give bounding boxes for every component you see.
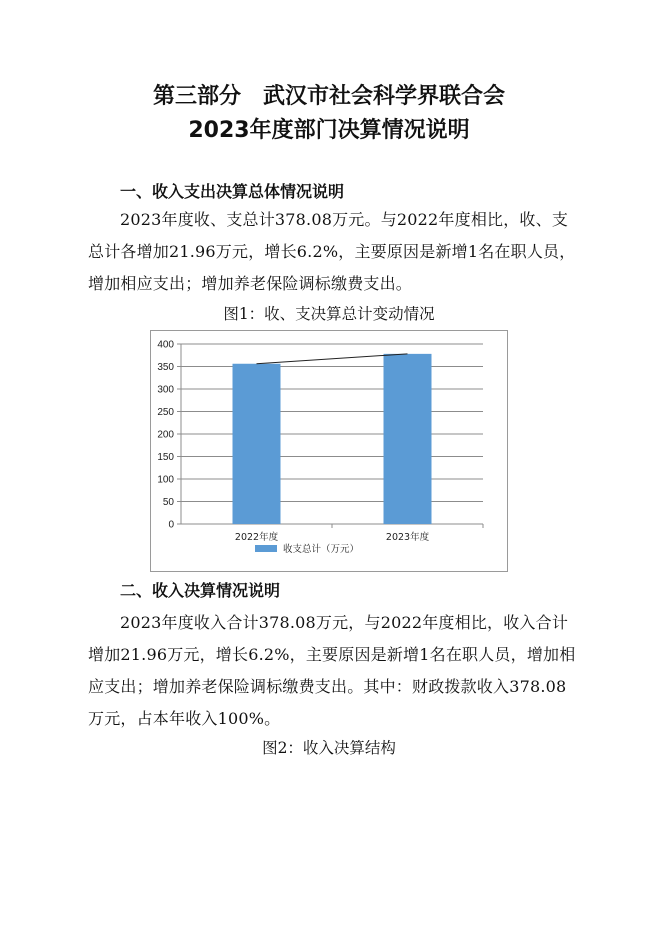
figure-2-caption: 图2：收入决算结构 bbox=[262, 739, 396, 757]
legend-label: 收支总计（万元） bbox=[283, 544, 360, 555]
y-tick-label: 150 bbox=[157, 452, 174, 463]
section-2-heading: 二、收入决算情况说明 bbox=[120, 581, 281, 600]
bar bbox=[384, 354, 432, 524]
y-tick-label: 400 bbox=[157, 339, 174, 351]
figure-1-caption: 图1：收、支决算总计变动情况 bbox=[223, 305, 435, 323]
y-tick-label: 350 bbox=[157, 362, 174, 373]
bar bbox=[233, 364, 281, 524]
y-tick-label: 100 bbox=[157, 474, 174, 486]
y-tick-label: 300 bbox=[157, 384, 174, 396]
title-line-1: 第三部分 武汉市社会科学界联合会 bbox=[152, 84, 505, 109]
y-tick-label: 50 bbox=[162, 497, 174, 508]
y-tick-label: 250 bbox=[157, 407, 174, 418]
legend-swatch bbox=[255, 545, 277, 552]
section-1-paragraph: 2023年度收、支总计378.08万元。与2022年度相比，收、支总计各增加21.96万元，增长6.2%，主要原因是新增1名在职人员，增加相应支出；增加养老保险调标缴费支出。 bbox=[88, 210, 576, 293]
x-tick-label: 2022年度 bbox=[234, 532, 279, 543]
y-tick-label: 200 bbox=[157, 429, 174, 441]
chart-svg bbox=[151, 331, 507, 571]
y-tick-label: 0 bbox=[168, 519, 174, 531]
section-2-paragraph: 2023年度收入合计378.08万元，与2022年度相比，收入合计增加21.96万元，增长6.2%，主要原因是新增1名在职人员，增加相应支出；增加养老保险调标缴费支出。其中：财政拨款收入378.08万元，占本年收入100%。 bbox=[88, 613, 576, 728]
section-1-heading: 一、收入支出决算总体情况说明 bbox=[120, 182, 345, 201]
title-line-2: 2023年度部门决算情况说明 bbox=[188, 118, 470, 143]
income-expense-chart bbox=[150, 330, 508, 572]
x-tick-label: 2023年度 bbox=[385, 532, 430, 543]
